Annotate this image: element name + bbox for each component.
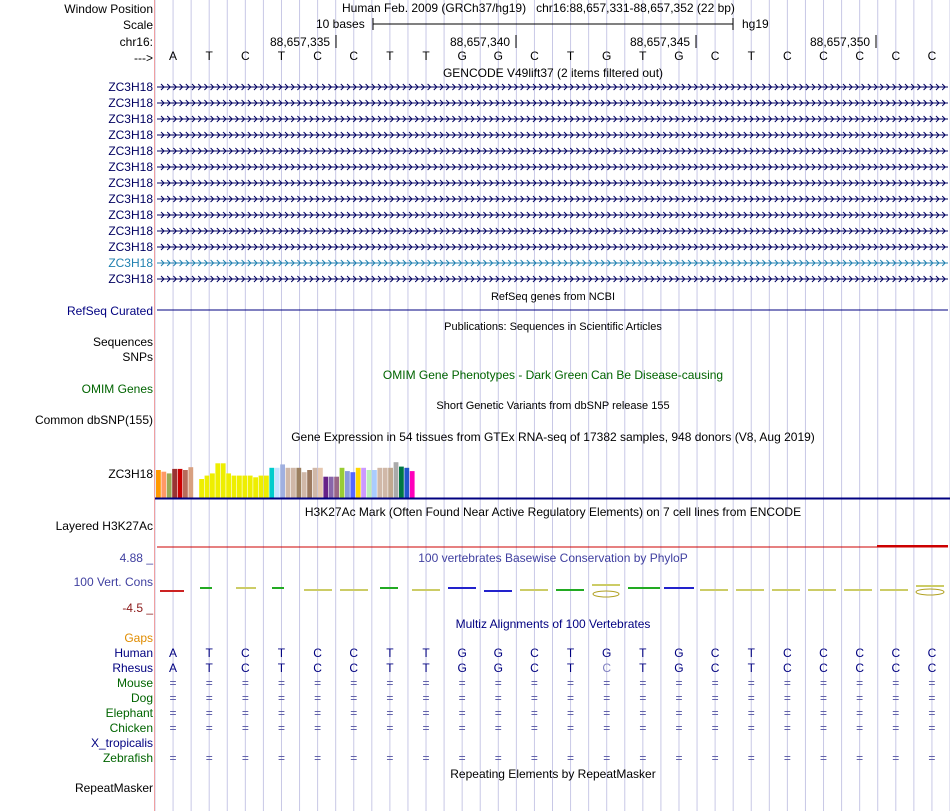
gencode-title[interactable]: GENCODE V49lift37 (2 items filtered out) xyxy=(442,66,664,80)
alignment-base: T xyxy=(422,646,430,660)
alignment-base: G xyxy=(602,646,612,660)
base: C xyxy=(855,49,864,63)
base: T xyxy=(747,49,755,63)
gtex-tissue-bar[interactable] xyxy=(302,472,307,498)
gtex-tissue-bar[interactable] xyxy=(388,468,393,498)
gtex-tissue-bar[interactable] xyxy=(318,468,323,498)
gtex-tissue-bar[interactable] xyxy=(323,477,328,498)
alignment-base: = xyxy=(422,721,430,735)
gencode-transcript-label[interactable]: ZC3H18 xyxy=(108,144,153,158)
gtex-tissue-bar[interactable] xyxy=(205,476,210,498)
alignment-base: = xyxy=(241,721,249,735)
ruler-position: 88,657,335 xyxy=(270,35,331,49)
gtex-tissue-bar[interactable] xyxy=(188,467,193,498)
alignment-base: C xyxy=(783,661,792,675)
base: T xyxy=(566,49,575,63)
alignment-base: = xyxy=(747,721,755,735)
alignment-base: = xyxy=(314,691,322,705)
gtex-tissue-bar[interactable] xyxy=(248,476,253,498)
alignment-base: = xyxy=(675,676,683,690)
alignment-base: T xyxy=(277,661,286,675)
alignment-base: = xyxy=(820,691,828,705)
ruler-position: 88,657,350 xyxy=(810,35,871,49)
phylop-min-label: -4.5 _ xyxy=(122,601,153,615)
alignment-base: = xyxy=(711,751,719,765)
alignment-base: = xyxy=(277,676,285,690)
alignment-base: = xyxy=(530,721,538,735)
alignment-base: = xyxy=(530,751,538,765)
refseq-title[interactable]: RefSeq genes from NCBI xyxy=(490,291,616,303)
dbsnp-title[interactable]: Short Genetic Variants from dbSNP release 155 xyxy=(436,400,670,412)
gtex-tissue-bar[interactable] xyxy=(161,472,166,498)
gencode-transcript-label[interactable]: ZC3H18 xyxy=(108,96,153,110)
alignment-base: = xyxy=(567,721,575,735)
alignment-base: C xyxy=(313,646,322,660)
window-position-text: Human Feb. 2009 (GRCh37/hg19) chr16:88,657,331-88,657,352 (22 bp) xyxy=(342,1,735,15)
alignment-base: C xyxy=(349,646,359,660)
alignment-base: G xyxy=(457,646,467,660)
gtex-tissue-bar[interactable] xyxy=(307,470,312,498)
alignment-base: = xyxy=(567,676,575,690)
alignment-base: = xyxy=(458,676,466,690)
scale-label: Scale xyxy=(122,18,153,32)
base: C xyxy=(313,49,322,63)
species-label[interactable]: X_tropicalis xyxy=(90,736,153,750)
alignment-base: = xyxy=(747,706,755,720)
gencode-transcript-label[interactable]: ZC3H18 xyxy=(108,240,153,254)
alignment-base: = xyxy=(856,676,864,690)
gtex-tissue-bar[interactable] xyxy=(226,473,231,498)
ruler-position: 88,657,345 xyxy=(630,35,691,49)
alignment-base: C xyxy=(783,646,792,660)
alignment-base: T xyxy=(205,661,213,675)
alignment-base: = xyxy=(892,691,900,705)
alignment-base: = xyxy=(820,706,828,720)
alignment-base: = xyxy=(277,721,285,735)
alignment-base: = xyxy=(567,691,575,705)
gtex-tissue-bar[interactable] xyxy=(367,470,372,498)
alignment-base: = xyxy=(277,691,285,705)
alignment-base: = xyxy=(892,721,900,735)
alignment-base: = xyxy=(350,751,358,765)
publications-label[interactable]: Sequences xyxy=(92,335,153,349)
gtex-tissue-bar[interactable] xyxy=(237,476,242,498)
alignment-base: = xyxy=(205,691,213,705)
alignment-base: = xyxy=(350,706,358,720)
alignment-base: T xyxy=(747,661,755,675)
omim-label[interactable]: OMIM Genes xyxy=(81,382,153,396)
base: T xyxy=(205,49,213,63)
gtex-tissue-bar[interactable] xyxy=(286,468,291,498)
alignment-base: = xyxy=(386,676,394,690)
alignment-base: C xyxy=(710,661,720,675)
gtex-tissue-bar[interactable] xyxy=(404,468,409,498)
species-label[interactable]: Zebrafish xyxy=(102,751,153,765)
h3k27ac-label[interactable]: Layered H3K27Ac xyxy=(55,519,153,533)
gtex-tissue-bar[interactable] xyxy=(399,467,404,498)
alignment-base: = xyxy=(422,691,430,705)
alignment-base: = xyxy=(314,751,322,765)
alignment-base: = xyxy=(928,706,936,720)
gencode-transcript-label[interactable]: ZC3H18 xyxy=(108,272,153,286)
alignment-base: A xyxy=(169,646,178,660)
alignment-base: = xyxy=(603,676,611,690)
alignment-base: C xyxy=(710,646,720,660)
gtex-tissue-bar[interactable] xyxy=(313,468,318,498)
gencode-transcript-label[interactable]: ZC3H18 xyxy=(108,160,153,174)
alignment-base: = xyxy=(747,751,755,765)
alignment-base: = xyxy=(169,706,177,720)
scale-text: 10 bases xyxy=(316,17,365,31)
alignment-base: = xyxy=(820,751,828,765)
gtex-tissue-bar[interactable] xyxy=(372,470,377,498)
alignment-base: = xyxy=(711,721,719,735)
gencode-transcript-label[interactable]: ZC3H18 xyxy=(108,176,153,190)
alignment-base: = xyxy=(783,676,791,690)
gencode-transcript-label[interactable]: ZC3H18 xyxy=(108,112,153,126)
base: C xyxy=(240,49,250,63)
base: G xyxy=(457,49,467,63)
alignment-base: = xyxy=(603,706,611,720)
omim-title[interactable]: OMIM Gene Phenotypes - Dark Green Can Be Disease-causing xyxy=(382,368,724,382)
phylop-max-label: 4.88 _ xyxy=(119,551,153,565)
alignment-base: C xyxy=(530,661,539,675)
alignment-base: = xyxy=(603,721,611,735)
gtex-tissue-bar[interactable] xyxy=(156,470,161,498)
alignment-base: = xyxy=(639,721,647,735)
species-label[interactable]: Human xyxy=(114,646,153,660)
alignment-base: T xyxy=(566,661,575,675)
gtex-tissue-bar[interactable] xyxy=(167,473,172,498)
gencode-transcript-label[interactable]: ZC3H18 xyxy=(108,256,153,270)
alignment-base: = xyxy=(675,751,683,765)
alignment-base: = xyxy=(747,676,755,690)
gtex-tissue-bar[interactable] xyxy=(291,468,296,498)
alignment-base: = xyxy=(639,676,647,690)
publications-title[interactable]: Publications: Sequences in Scientific Articles xyxy=(444,321,662,333)
alignment-base: T xyxy=(639,646,647,660)
gtex-tissue-bar[interactable] xyxy=(356,468,361,498)
alignment-base: T xyxy=(566,646,575,660)
gtex-tissue-bar[interactable] xyxy=(221,463,226,498)
gtex-tissue-bar[interactable] xyxy=(296,468,301,498)
alignment-base: = xyxy=(928,691,936,705)
alignment-base: C xyxy=(891,661,901,675)
alignment-base: = xyxy=(603,751,611,765)
base: C xyxy=(891,49,901,63)
gtex-tissue-bar[interactable] xyxy=(172,469,177,498)
alignment-base: C xyxy=(927,646,937,660)
phylop-score-mark xyxy=(916,589,944,595)
base: T xyxy=(422,49,430,63)
alignment-base: = xyxy=(530,706,538,720)
gtex-tissue-bar[interactable] xyxy=(350,472,355,498)
gtex-tissue-bar[interactable] xyxy=(275,468,280,498)
alignment-base: = xyxy=(856,721,864,735)
gtex-tissue-bar[interactable] xyxy=(410,471,415,498)
alignment-base: C xyxy=(855,661,864,675)
assembly-label: hg19 xyxy=(742,17,769,31)
alignment-base: G xyxy=(674,646,684,660)
base: G xyxy=(493,49,503,63)
alignment-base: C xyxy=(349,661,359,675)
alignment-base: = xyxy=(530,691,538,705)
alignment-base: G xyxy=(493,661,503,675)
gencode-transcript-label[interactable]: ZC3H18 xyxy=(108,80,153,94)
ruler-position: 88,657,340 xyxy=(450,35,511,49)
gtex-tissue-bar[interactable] xyxy=(361,468,366,498)
alignment-base: = xyxy=(494,691,502,705)
alignment-base: = xyxy=(567,706,575,720)
alignment-base: = xyxy=(675,706,683,720)
alignment-base: = xyxy=(783,706,791,720)
alignment-base: = xyxy=(205,721,213,735)
base: G xyxy=(674,49,684,63)
alignment-base: = xyxy=(241,751,249,765)
alignment-base: = xyxy=(277,751,285,765)
alignment-base: = xyxy=(422,706,430,720)
alignment-base: = xyxy=(783,691,791,705)
base: C xyxy=(530,49,539,63)
gtex-tissue-bar[interactable] xyxy=(253,477,258,498)
alignment-base: = xyxy=(856,751,864,765)
alignment-base: = xyxy=(639,751,647,765)
alignment-base: C xyxy=(240,646,250,660)
alignment-base: C xyxy=(240,661,250,675)
h3k27ac-title[interactable]: H3K27Ac Mark (Often Found Near Active Regulatory Elements) on 7 cell lines from ENCODE xyxy=(304,505,802,519)
alignment-base: = xyxy=(350,721,358,735)
species-label[interactable]: Rhesus xyxy=(112,661,153,675)
gtex-tissue-bar[interactable] xyxy=(377,468,382,498)
gtex-tissue-bar[interactable] xyxy=(269,468,274,498)
gtex-tissue-bar[interactable] xyxy=(242,476,247,498)
alignment-base: = xyxy=(711,676,719,690)
base: C xyxy=(349,49,359,63)
alignment-base: = xyxy=(820,676,828,690)
alignment-base: = xyxy=(169,721,177,735)
repeatmasker-label[interactable]: RepeatMasker xyxy=(74,781,153,795)
alignment-base: = xyxy=(386,706,394,720)
strand-label: ---> xyxy=(134,51,153,65)
gtex-tissue-bar[interactable] xyxy=(383,468,388,498)
dbsnp-label[interactable]: Common dbSNP(155) xyxy=(34,413,153,427)
gaps-label[interactable]: Gaps xyxy=(124,631,153,645)
phylop-title[interactable]: 100 vertebrates Basewise Conservation by PhyloP xyxy=(418,551,688,565)
base: T xyxy=(277,49,286,63)
alignment-base: C xyxy=(855,646,864,660)
species-label[interactable]: Chicken xyxy=(109,721,153,735)
gtex-gene-label[interactable]: ZC3H18 xyxy=(108,467,153,481)
phylop-label[interactable]: 100 Vert. Cons xyxy=(73,575,153,589)
species-label[interactable]: Elephant xyxy=(105,706,153,720)
alignment-base: = xyxy=(350,691,358,705)
alignment-base: = xyxy=(314,706,322,720)
alignment-base: = xyxy=(783,721,791,735)
alignment-base: = xyxy=(169,676,177,690)
base: G xyxy=(602,49,612,63)
snps-label[interactable]: SNPs xyxy=(122,350,153,364)
alignment-base: = xyxy=(675,691,683,705)
gtex-tissue-bar[interactable] xyxy=(394,462,399,498)
repeatmasker-title[interactable]: Repeating Elements by RepeatMasker xyxy=(450,767,656,781)
alignment-base: = xyxy=(386,721,394,735)
alignment-base: = xyxy=(928,721,936,735)
alignment-base: = xyxy=(386,691,394,705)
base: T xyxy=(386,49,394,63)
alignment-base: C xyxy=(819,661,828,675)
alignment-base: = xyxy=(458,691,466,705)
alignment-base: = xyxy=(277,706,285,720)
phylop-score-mark xyxy=(593,591,619,597)
alignment-base: T xyxy=(205,646,213,660)
base: C xyxy=(927,49,937,63)
alignment-base: = xyxy=(169,691,177,705)
alignment-base: = xyxy=(856,706,864,720)
gtex-tissue-bar[interactable] xyxy=(183,470,188,498)
alignment-base: G xyxy=(674,661,684,675)
alignment-base: T xyxy=(386,646,394,660)
alignment-base: C xyxy=(891,646,901,660)
alignment-base: = xyxy=(205,751,213,765)
alignment-base: = xyxy=(675,721,683,735)
alignment-base: = xyxy=(350,676,358,690)
alignment-base: = xyxy=(892,676,900,690)
alignment-base: = xyxy=(783,751,791,765)
gtex-tissue-bar[interactable] xyxy=(264,476,269,498)
alignment-base: = xyxy=(169,751,177,765)
alignment-base: = xyxy=(928,751,936,765)
gtex-tissue-bar[interactable] xyxy=(178,469,183,498)
alignment-base: = xyxy=(892,751,900,765)
gencode-transcript-label[interactable]: ZC3H18 xyxy=(108,208,153,222)
alignment-base: = xyxy=(639,691,647,705)
base: C xyxy=(710,49,720,63)
alignment-base: T xyxy=(747,646,755,660)
alignment-base: C xyxy=(927,661,937,675)
alignment-base: = xyxy=(892,706,900,720)
base: T xyxy=(639,49,647,63)
alignment-base: = xyxy=(458,706,466,720)
alignment-base: T xyxy=(422,661,430,675)
alignment-base: = xyxy=(241,706,249,720)
alignment-base: = xyxy=(856,691,864,705)
gtex-tissue-bar[interactable] xyxy=(345,471,350,498)
alignment-base: G xyxy=(493,646,503,660)
alignment-base: = xyxy=(422,676,430,690)
alignment-base: = xyxy=(567,751,575,765)
alignment-base: = xyxy=(711,706,719,720)
alignment-base: C xyxy=(530,646,539,660)
alignment-base: = xyxy=(386,751,394,765)
alignment-base: = xyxy=(241,676,249,690)
alignment-base: = xyxy=(494,676,502,690)
alignment-base: C xyxy=(602,661,612,675)
alignment-base: = xyxy=(603,691,611,705)
gtex-tissue-bar[interactable] xyxy=(199,479,204,498)
gencode-transcript-label[interactable]: ZC3H18 xyxy=(108,192,153,206)
alignment-base: = xyxy=(458,721,466,735)
alignment-base: = xyxy=(494,751,502,765)
alignment-base: = xyxy=(458,751,466,765)
gtex-tissue-bar[interactable] xyxy=(329,477,334,498)
gtex-tissue-bar[interactable] xyxy=(280,464,285,498)
alignment-base: = xyxy=(747,691,755,705)
gtex-title[interactable]: Gene Expression in 54 tissues from GTEx RNA-seq of 17382 samples, 948 donors (V8, Aug 2019) xyxy=(291,430,815,444)
base: C xyxy=(819,49,828,63)
alignment-base: = xyxy=(530,676,538,690)
chrom-label: chr16: xyxy=(119,35,153,49)
gtex-tissue-bar[interactable] xyxy=(340,468,345,498)
gencode-transcript-label[interactable]: ZC3H18 xyxy=(108,128,153,142)
alignment-base: = xyxy=(928,676,936,690)
alignment-base: = xyxy=(422,751,430,765)
alignment-base: = xyxy=(711,691,719,705)
alignment-base: C xyxy=(313,661,322,675)
alignment-base: = xyxy=(639,706,647,720)
window-position-label: Window Position xyxy=(64,2,153,16)
alignment-base: = xyxy=(314,676,322,690)
alignment-base: = xyxy=(494,721,502,735)
alignment-base: = xyxy=(820,721,828,735)
alignment-base: G xyxy=(457,661,467,675)
species-label[interactable]: Mouse xyxy=(116,676,153,690)
gtex-tissue-bar[interactable] xyxy=(334,477,339,498)
gencode-transcript-label[interactable]: ZC3H18 xyxy=(108,224,153,238)
alignment-base: = xyxy=(205,676,213,690)
base: C xyxy=(783,49,792,63)
alignment-base: = xyxy=(314,721,322,735)
gtex-tissue-bar[interactable] xyxy=(259,476,264,498)
alignment-base: = xyxy=(241,691,249,705)
alignment-base: = xyxy=(494,706,502,720)
alignment-base: T xyxy=(386,661,394,675)
gtex-tissue-bar[interactable] xyxy=(215,463,220,498)
alignment-base: T xyxy=(639,661,647,675)
multiz-title[interactable]: Multiz Alignments of 100 Vertebrates xyxy=(455,617,651,631)
alignment-base: A xyxy=(169,661,178,675)
alignment-base: = xyxy=(205,706,213,720)
gtex-tissue-bar[interactable] xyxy=(210,473,215,498)
base: A xyxy=(169,49,178,63)
alignment-base: T xyxy=(277,646,286,660)
gtex-tissue-bar[interactable] xyxy=(232,476,237,498)
alignment-base: C xyxy=(819,646,828,660)
refseq-label[interactable]: RefSeq Curated xyxy=(66,304,153,318)
species-label[interactable]: Dog xyxy=(130,691,153,705)
